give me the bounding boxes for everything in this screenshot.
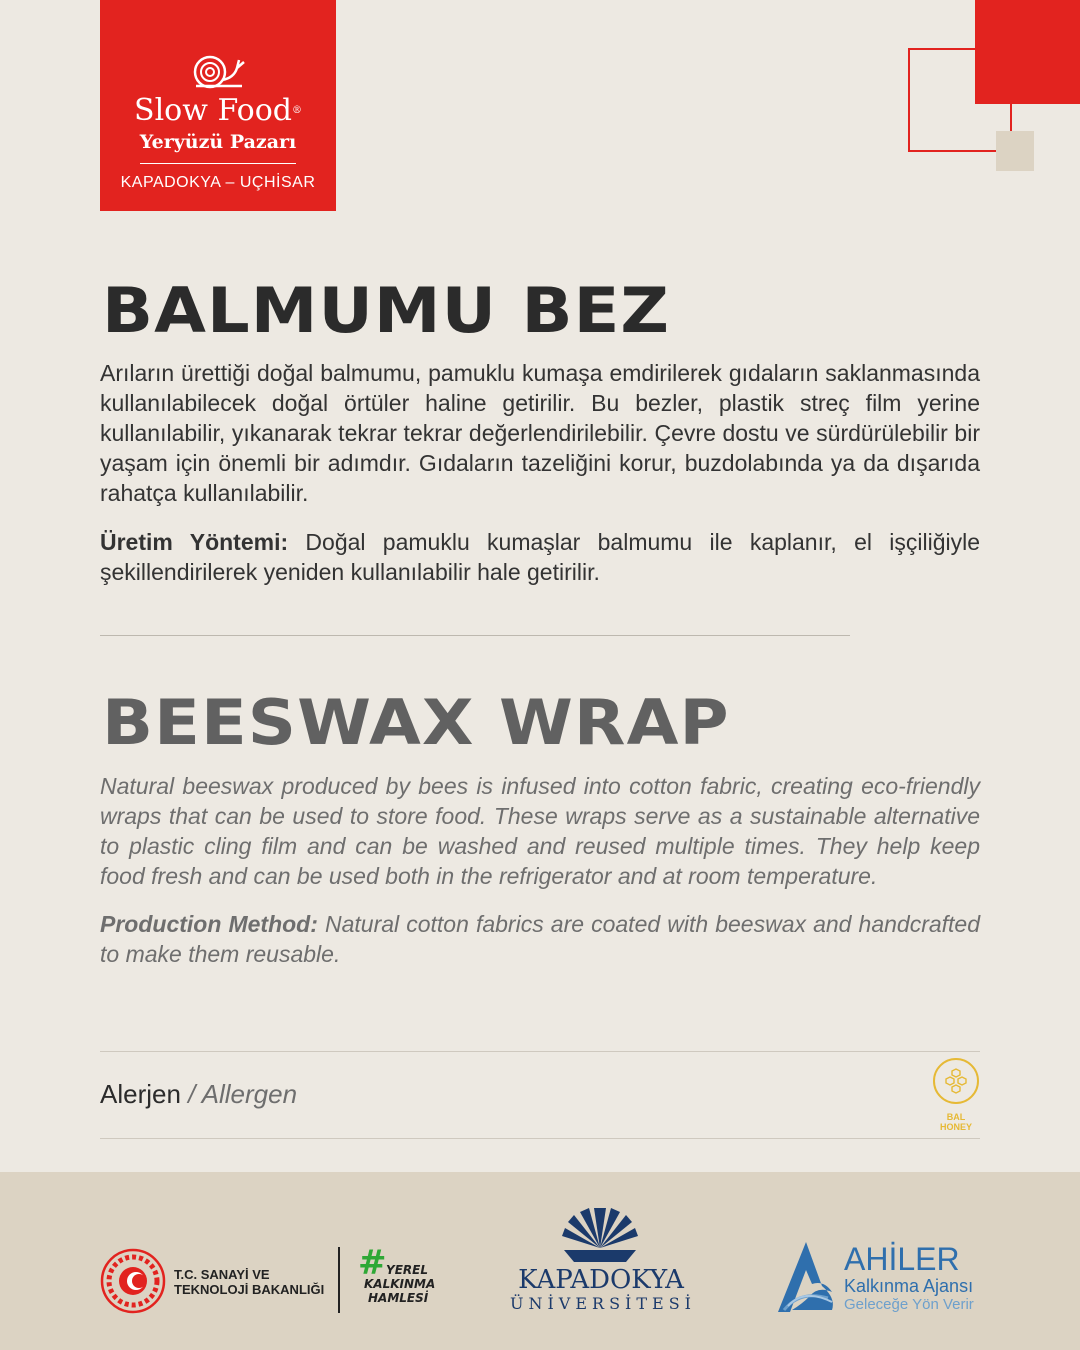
- title-turkish: BALMUMU BEZ: [102, 274, 671, 347]
- method-label-turkish: Üretim Yöntemi:: [100, 529, 289, 555]
- agency-line1: Kalkınma Ajansı: [844, 1276, 974, 1296]
- logo-divider: [140, 163, 296, 164]
- method-text-english: Natural cotton fabrics are coated with beeswax and handcrafted to make them reusable.: [100, 911, 981, 967]
- hashtag-icon: #: [358, 1243, 387, 1283]
- allergen-top-divider: [100, 1051, 980, 1052]
- method-turkish: [100, 527, 980, 587]
- decor-beige-square: [996, 131, 1034, 171]
- description-turkish: Arıların ürettiği doğal balmumu, pamuklu kumaşa emdirilerek gıdaların saklanmasında kullanılabilecek doğal örtüler haline getirilir. Bu bezler, plastik streç film yerine kullanılabilir, yıkanarak tekrar tekrar değerlendirilebilir. Çevre dostu ve sürdürülebilir bir yaşam için önemli bir adımdır. Gıdaların tazeliğini korur, buzdolabında ya da dışarıda rahatça kullanılabilir.: [100, 360, 980, 506]
- ministry-emblem-icon: [100, 1248, 166, 1314]
- location-label: KAPADOKYA – UÇHİSAR: [120, 174, 316, 191]
- method-label-english: Production Method:: [100, 911, 318, 937]
- allergen-label: Alerjen / Allergen: [100, 1079, 298, 1109]
- ministry-name: T.C. SANAYİ VE TEKNOLOJİ BAKANLIĞI: [174, 1267, 325, 1297]
- footer-vertical-divider: [338, 1247, 340, 1313]
- section-divider: [100, 635, 850, 636]
- allergen-bottom-divider: [100, 1138, 980, 1139]
- brand-name: Slow Food®: [134, 93, 302, 128]
- method-english: [100, 909, 980, 969]
- method-text-turkish: Doğal pamuklu kumaşlar balmumu ile kaplanır, el işçiliğiyle şekillendirilerek yeniden kullanılabilir hale getirilir.: [100, 529, 980, 585]
- agency-name: AHİLER: [844, 1241, 960, 1277]
- honey-icon: [932, 1057, 980, 1105]
- university-name: KAPADOKYA: [518, 1265, 684, 1295]
- ahiler-wave-icon: [772, 1240, 838, 1314]
- university-subtitle: ÜNİVERSİTESİ: [510, 1294, 696, 1313]
- yerel-kalkinma-logo: # YEREL KALKINMA HAMLESİ: [358, 1243, 436, 1305]
- kapadokya-university-emblem-icon: [560, 1206, 640, 1266]
- snail-icon: [182, 50, 252, 90]
- description-english: Natural beeswax produced by bees is infused into cotton fabric, creating eco-friendly wraps that can be used to store food. These wraps serve as a sustainable alternative to plastic cling film and can be washed and reused multiple times. They help keep food fresh and can be used both in the refrigerator and at room temperature.: [100, 773, 980, 889]
- agency-slogan: Geleceğe Yön Verir: [844, 1296, 974, 1313]
- honey-label: BAL HONEY: [939, 1112, 972, 1132]
- title-english: BEESWAX WRAP: [102, 686, 730, 759]
- slow-food-logo: [100, 0, 336, 211]
- brand-subtitle: Yeryüzü Pazarı: [139, 131, 297, 153]
